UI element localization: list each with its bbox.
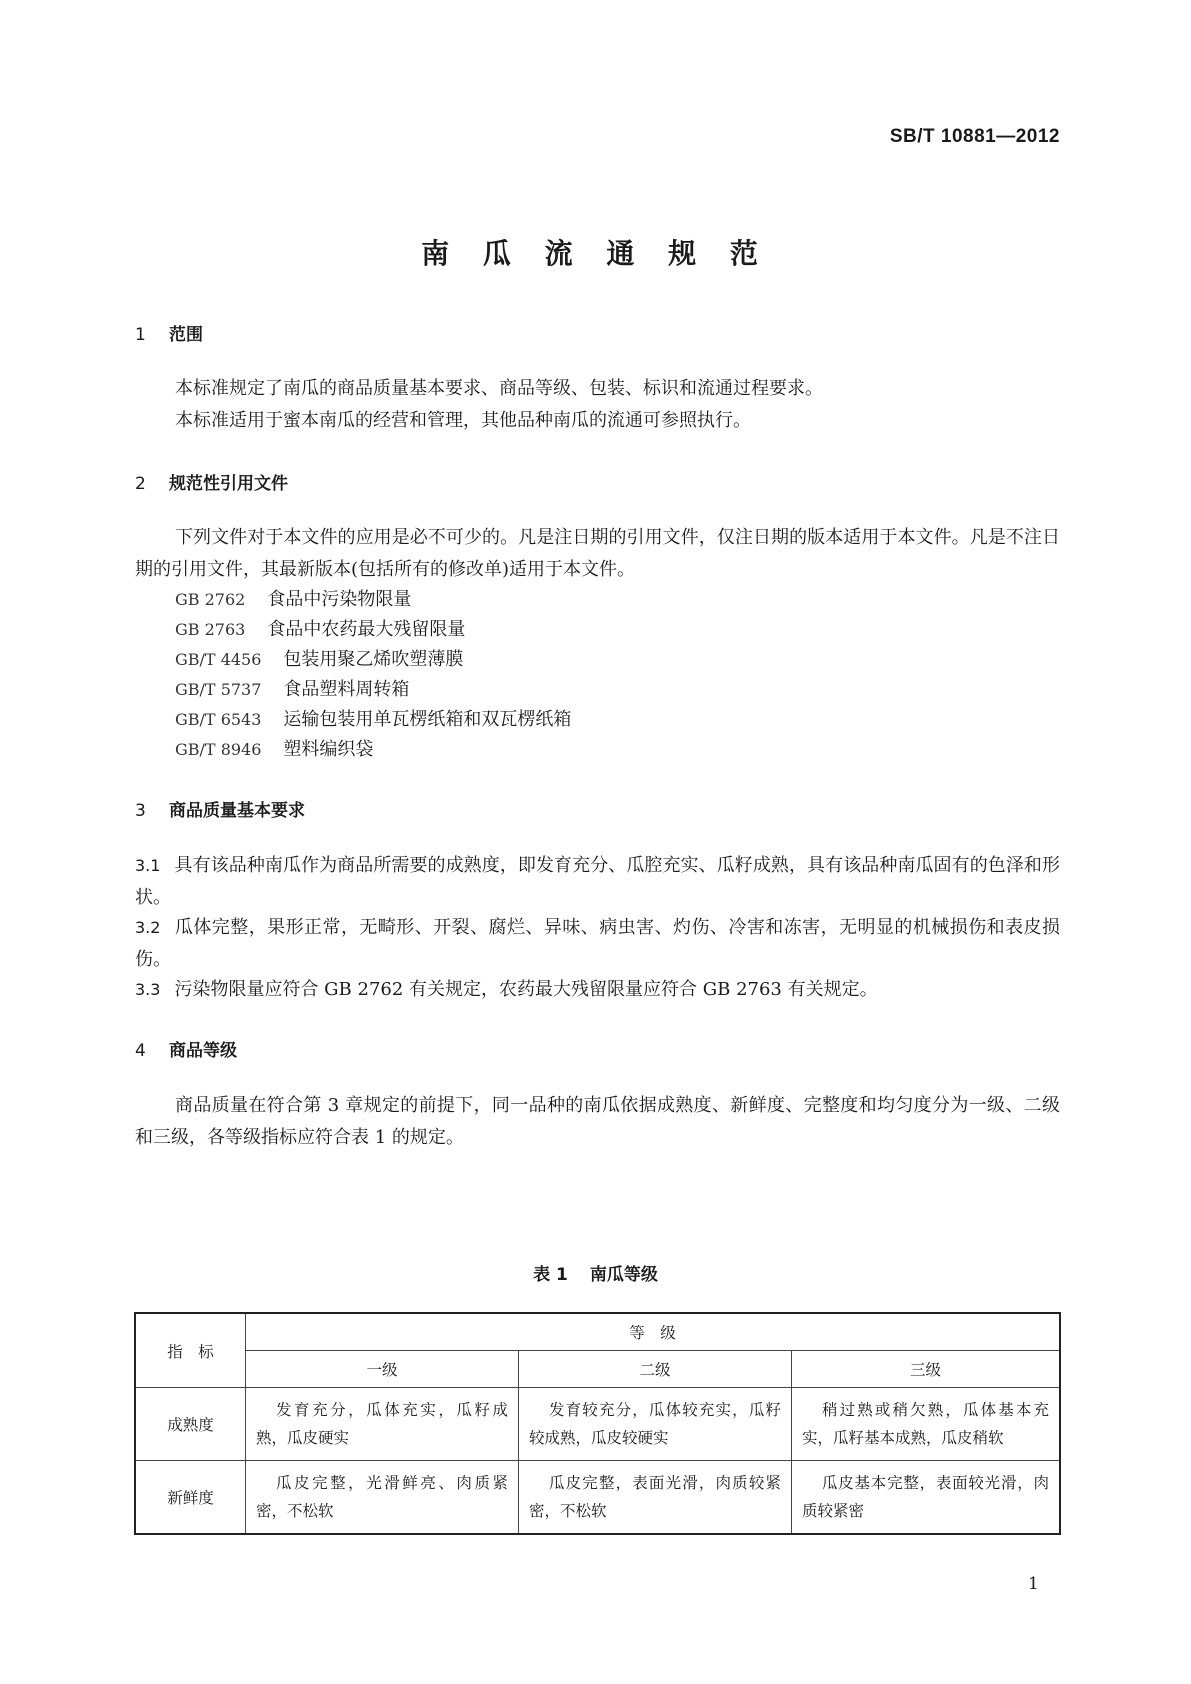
table-caption xyxy=(0,1260,1191,1285)
table-cell: 发育充分，瓜体充实，瓜籽成熟，瓜皮硬实 xyxy=(246,1388,519,1461)
table-row xyxy=(135,1461,1060,1535)
reference-title: 食品中污染物限量 xyxy=(267,589,412,610)
reference-title: 包装用聚乙烯吹塑薄膜 xyxy=(283,649,464,670)
reference-item xyxy=(175,614,465,646)
scope-paragraph-2: 本标准适用于蜜本南瓜的经营和管理，其他品种南瓜的流通可参照执行。 xyxy=(175,410,751,431)
grades-paragraph: 商品质量在符合第 3 章规定的前提下，同一品种的南瓜依据成熟度、新鲜度、完整度和均匀度分为一级、二级和三级，各等级指标应符合表 1 的规定。 xyxy=(135,1095,1060,1148)
reference-title: 运输包装用单瓦楞纸箱和双瓦楞纸箱 xyxy=(283,709,572,730)
section-title: 商品质量基本要求 xyxy=(169,801,305,821)
section-title: 规范性引用文件 xyxy=(169,474,288,494)
clause-number: 3.3 xyxy=(135,980,161,999)
table-header-row xyxy=(135,1313,1060,1351)
clause-number: 3.2 xyxy=(135,918,161,937)
clause-3-3 xyxy=(135,974,1060,1006)
table-cell: 瓜皮完整，光滑鲜亮、肉质紧密，不松软 xyxy=(246,1461,519,1535)
reference-title: 食品塑料周转箱 xyxy=(283,679,410,700)
reference-code: GB 2763 xyxy=(175,620,246,639)
section-title: 商品等级 xyxy=(169,1041,237,1061)
indicator-cell: 成熟度 xyxy=(135,1388,246,1461)
reference-code: GB/T 6543 xyxy=(175,710,262,729)
section-number: 3 xyxy=(135,801,146,821)
section-2-heading xyxy=(135,469,288,494)
scope-paragraph-1: 本标准规定了南瓜的商品质量基本要求、商品等级、包装、标识和流通过程要求。 xyxy=(175,378,823,399)
clause-3-1 xyxy=(135,850,1060,914)
reference-code: GB/T 5737 xyxy=(175,680,262,699)
reference-item xyxy=(175,734,373,766)
clause-text: 具有该品种南瓜作为商品所需要的成熟度，即发育充分、瓜腔充实、瓜籽成熟，具有该品种南瓜固有的色泽和形状。 xyxy=(135,855,1060,908)
table-cell: 发育较充分，瓜体较充实，瓜籽较成熟，瓜皮较硬实 xyxy=(519,1388,792,1461)
grade-1-header: 一级 xyxy=(246,1351,519,1388)
grade-table xyxy=(134,1312,1061,1535)
section-3-heading xyxy=(135,796,305,821)
table-number: 表 1 xyxy=(533,1265,568,1285)
clause-number: 3.1 xyxy=(135,856,161,875)
page-number: 1 xyxy=(1028,1574,1039,1594)
reference-item xyxy=(175,584,411,616)
clause-text: 污染物限量应符合 GB 2762 有关规定，农药最大残留限量应符合 GB 2763 有关规定。 xyxy=(174,979,878,1000)
reference-item xyxy=(175,644,463,676)
section-number: 1 xyxy=(135,325,146,345)
standard-code: SB/T 10881—2012 xyxy=(889,126,1060,147)
reference-item xyxy=(175,674,409,706)
reference-title: 塑料编织袋 xyxy=(283,739,374,760)
section-title: 范围 xyxy=(169,325,203,345)
document-title: 南 瓜 流 通 规 范 xyxy=(421,237,770,270)
indicator-header: 指 标 xyxy=(135,1313,246,1388)
table-title: 南瓜等级 xyxy=(589,1265,658,1285)
grade-3-header: 三级 xyxy=(792,1351,1061,1388)
reference-code: GB/T 4456 xyxy=(175,650,262,669)
reference-code: GB/T 8946 xyxy=(175,740,262,759)
reference-code: GB 2762 xyxy=(175,590,246,609)
table-row xyxy=(135,1388,1060,1461)
section-number: 4 xyxy=(135,1041,146,1061)
table-cell: 瓜皮完整，表面光滑，肉质较紧密，不松软 xyxy=(519,1461,792,1535)
section-1-heading xyxy=(135,320,203,345)
reference-item xyxy=(175,704,571,736)
table-cell: 稍过熟或稍欠熟，瓜体基本充实，瓜籽基本成熟，瓜皮稍软 xyxy=(792,1388,1061,1461)
clause-text: 瓜体完整，果形正常，无畸形、开裂、腐烂、异味、病虫害、灼伤、冷害和冻害，无明显的机械损伤和表皮损伤。 xyxy=(135,917,1060,970)
section-number: 2 xyxy=(135,474,146,494)
grade-subheader-row xyxy=(135,1351,1060,1388)
indicator-cell: 新鲜度 xyxy=(135,1461,246,1535)
clause-3-2 xyxy=(135,912,1060,976)
table-cell: 瓜皮基本完整，表面较光滑，肉质较紧密 xyxy=(792,1461,1061,1535)
section-4-heading xyxy=(135,1036,237,1061)
grade-2-header: 二级 xyxy=(519,1351,792,1388)
reference-title: 食品中农药最大残留限量 xyxy=(267,619,466,640)
grade-header: 等 级 xyxy=(246,1313,1061,1351)
references-intro: 下列文件对于本文件的应用是必不可少的。凡是注日期的引用文件，仅注日期的版本适用于本文件。凡是不注日期的引用文件，其最新版本(包括所有的修改单)适用于本文件。 xyxy=(135,527,1060,580)
